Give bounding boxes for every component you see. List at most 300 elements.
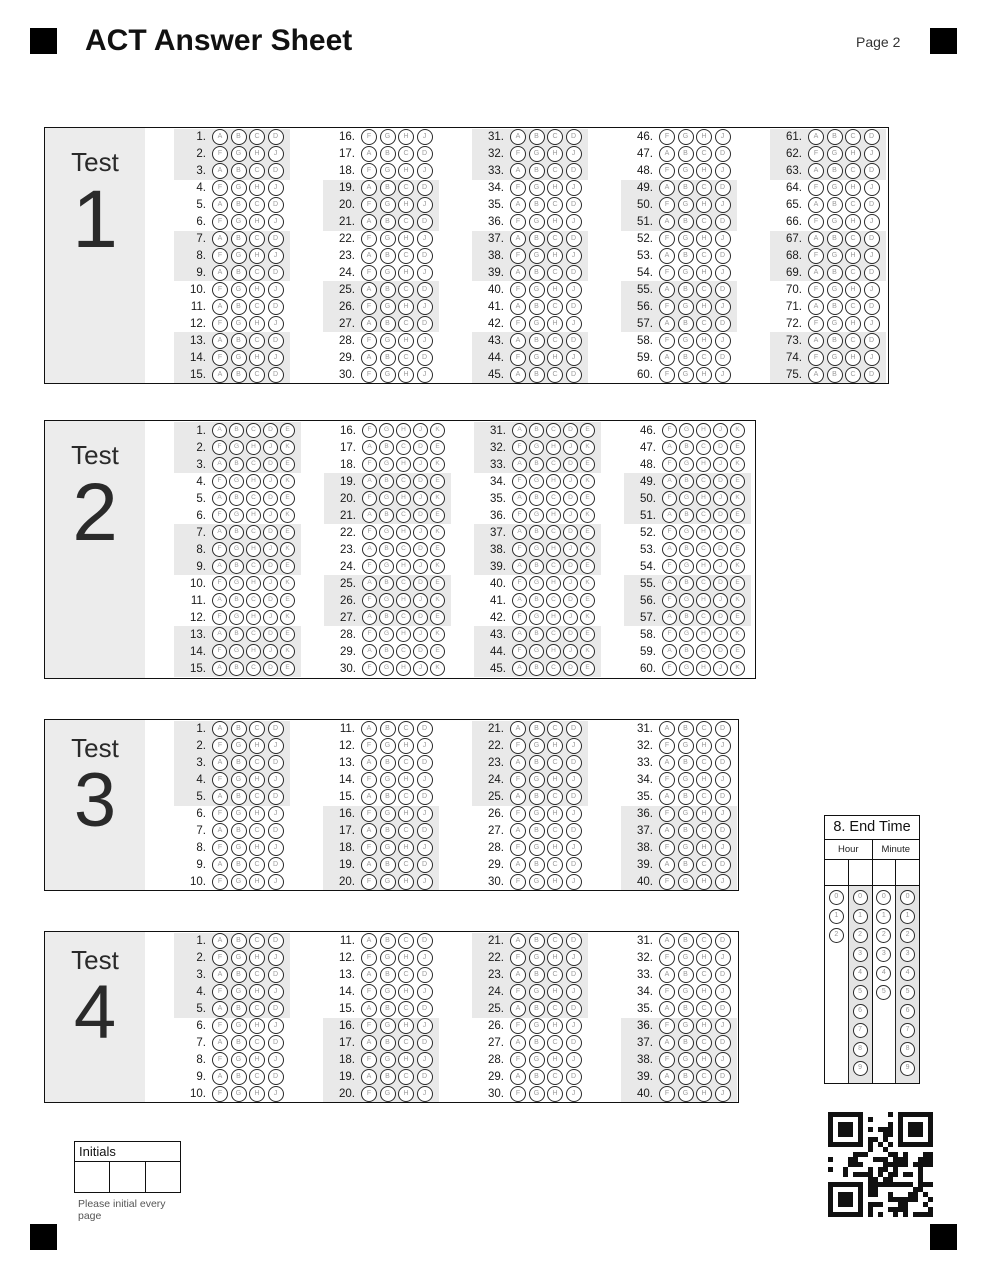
bubble-test-2-q5-B[interactable]: B bbox=[229, 491, 244, 506]
bubble-test-4-q28-H[interactable]: H bbox=[547, 1052, 563, 1068]
bubble-test-3-q36-H[interactable]: H bbox=[696, 806, 712, 822]
bubble-test-2-q40-H[interactable]: H bbox=[546, 576, 561, 591]
bubble-endtime-minute-6[interactable]: 6 bbox=[900, 1004, 915, 1019]
bubble-test-4-q10-G[interactable]: G bbox=[231, 1086, 247, 1102]
bubble-test-1-q20-H[interactable]: H bbox=[398, 197, 414, 213]
bubble-test-2-q7-C[interactable]: C bbox=[246, 525, 261, 540]
bubble-test-1-q19-D[interactable]: D bbox=[417, 180, 433, 196]
bubble-test-1-q14-F[interactable]: F bbox=[212, 350, 228, 366]
bubble-test-1-q29-B[interactable]: B bbox=[380, 350, 396, 366]
bubble-test-1-q3-B[interactable]: B bbox=[231, 163, 247, 179]
bubble-test-3-q20-H[interactable]: H bbox=[398, 874, 414, 890]
bubble-test-3-q30-G[interactable]: G bbox=[529, 874, 545, 890]
bubble-test-1-q58-J[interactable]: J bbox=[715, 333, 731, 349]
bubble-test-1-q9-B[interactable]: B bbox=[231, 265, 247, 281]
bubble-test-1-q41-B[interactable]: B bbox=[529, 299, 545, 315]
bubble-test-4-q38-J[interactable]: J bbox=[715, 1052, 731, 1068]
bubble-test-1-q39-D[interactable]: D bbox=[566, 265, 582, 281]
bubble-test-4-q9-B[interactable]: B bbox=[231, 1069, 247, 1085]
bubble-test-2-q42-J[interactable]: J bbox=[563, 610, 578, 625]
bubble-test-4-q3-C[interactable]: C bbox=[249, 967, 265, 983]
bubble-test-3-q31-A[interactable]: A bbox=[659, 721, 675, 737]
bubble-test-2-q11-E[interactable]: E bbox=[280, 593, 295, 608]
bubble-test-1-q21-C[interactable]: C bbox=[398, 214, 414, 230]
bubble-test-2-q1-C[interactable]: C bbox=[246, 423, 261, 438]
bubble-test-4-q19-B[interactable]: B bbox=[380, 1069, 396, 1085]
bubble-test-1-q45-C[interactable]: C bbox=[547, 367, 563, 383]
bubble-test-2-q20-G[interactable]: G bbox=[379, 491, 394, 506]
bubble-test-1-q47-D[interactable]: D bbox=[715, 146, 731, 162]
bubble-test-3-q23-C[interactable]: C bbox=[547, 755, 563, 771]
bubble-test-3-q40-H[interactable]: H bbox=[696, 874, 712, 890]
bubble-test-1-q23-D[interactable]: D bbox=[417, 248, 433, 264]
bubble-test-3-q28-H[interactable]: H bbox=[547, 840, 563, 856]
bubble-test-1-q68-H[interactable]: H bbox=[845, 248, 861, 264]
bubble-test-4-q40-G[interactable]: G bbox=[678, 1086, 694, 1102]
bubble-test-3-q5-B[interactable]: B bbox=[231, 789, 247, 805]
bubble-test-4-q17-A[interactable]: A bbox=[361, 1035, 377, 1051]
bubble-test-2-q56-K[interactable]: K bbox=[730, 593, 745, 608]
bubble-test-2-q20-K[interactable]: K bbox=[430, 491, 445, 506]
bubble-test-2-q59-B[interactable]: B bbox=[679, 644, 694, 659]
bubble-test-2-q25-B[interactable]: B bbox=[379, 576, 394, 591]
bubble-test-1-q33-C[interactable]: C bbox=[547, 163, 563, 179]
bubble-test-2-q59-E[interactable]: E bbox=[730, 644, 745, 659]
bubble-test-2-q24-J[interactable]: J bbox=[413, 559, 428, 574]
bubble-test-1-q44-H[interactable]: H bbox=[547, 350, 563, 366]
bubble-test-1-q67-D[interactable]: D bbox=[864, 231, 880, 247]
bubble-test-3-q25-A[interactable]: A bbox=[510, 789, 526, 805]
bubble-test-3-q3-D[interactable]: D bbox=[268, 755, 284, 771]
bubble-test-1-q67-C[interactable]: C bbox=[845, 231, 861, 247]
bubble-test-2-q36-H[interactable]: H bbox=[546, 508, 561, 523]
bubble-test-2-q39-C[interactable]: C bbox=[546, 559, 561, 574]
bubble-test-1-q38-J[interactable]: J bbox=[566, 248, 582, 264]
bubble-test-2-q52-H[interactable]: H bbox=[696, 525, 711, 540]
end-time-writein-cell[interactable] bbox=[896, 860, 919, 885]
bubble-test-2-q34-H[interactable]: H bbox=[546, 474, 561, 489]
bubble-test-1-q46-H[interactable]: H bbox=[696, 129, 712, 145]
bubble-test-1-q41-A[interactable]: A bbox=[510, 299, 526, 315]
bubble-test-2-q42-G[interactable]: G bbox=[529, 610, 544, 625]
bubble-test-4-q2-G[interactable]: G bbox=[231, 950, 247, 966]
bubble-test-2-q36-G[interactable]: G bbox=[529, 508, 544, 523]
bubble-test-1-q44-J[interactable]: J bbox=[566, 350, 582, 366]
end-time-writein-cell[interactable] bbox=[873, 860, 897, 885]
bubble-test-1-q22-H[interactable]: H bbox=[398, 231, 414, 247]
bubble-test-2-q40-J[interactable]: J bbox=[563, 576, 578, 591]
bubble-test-2-q41-A[interactable]: A bbox=[512, 593, 527, 608]
bubble-test-1-q15-D[interactable]: D bbox=[268, 367, 284, 383]
bubble-test-1-q16-G[interactable]: G bbox=[380, 129, 396, 145]
bubble-test-1-q48-J[interactable]: J bbox=[715, 163, 731, 179]
bubble-test-1-q68-J[interactable]: J bbox=[864, 248, 880, 264]
bubble-test-2-q15-D[interactable]: D bbox=[263, 661, 278, 676]
bubble-test-3-q27-A[interactable]: A bbox=[510, 823, 526, 839]
bubble-test-1-q51-A[interactable]: A bbox=[659, 214, 675, 230]
bubble-test-1-q56-G[interactable]: G bbox=[678, 299, 694, 315]
bubble-test-1-q34-J[interactable]: J bbox=[566, 180, 582, 196]
bubble-test-4-q22-G[interactable]: G bbox=[529, 950, 545, 966]
bubble-test-4-q1-C[interactable]: C bbox=[249, 933, 265, 949]
bubble-test-1-q27-D[interactable]: D bbox=[417, 316, 433, 332]
bubble-test-3-q17-D[interactable]: D bbox=[417, 823, 433, 839]
bubble-test-2-q27-B[interactable]: B bbox=[379, 610, 394, 625]
bubble-test-2-q56-G[interactable]: G bbox=[679, 593, 694, 608]
bubble-test-3-q19-B[interactable]: B bbox=[380, 857, 396, 873]
bubble-test-4-q29-C[interactable]: C bbox=[547, 1069, 563, 1085]
bubble-test-3-q20-F[interactable]: F bbox=[361, 874, 377, 890]
bubble-test-3-q27-B[interactable]: B bbox=[529, 823, 545, 839]
bubble-test-3-q22-J[interactable]: J bbox=[566, 738, 582, 754]
bubble-test-2-q48-H[interactable]: H bbox=[696, 457, 711, 472]
bubble-test-2-q59-C[interactable]: C bbox=[696, 644, 711, 659]
bubble-test-4-q20-G[interactable]: G bbox=[380, 1086, 396, 1102]
bubble-test-2-q17-E[interactable]: E bbox=[430, 440, 445, 455]
bubble-endtime-minute-3[interactable]: 3 bbox=[876, 947, 891, 962]
bubble-test-3-q38-G[interactable]: G bbox=[678, 840, 694, 856]
bubble-test-2-q31-D[interactable]: D bbox=[563, 423, 578, 438]
bubble-test-3-q40-G[interactable]: G bbox=[678, 874, 694, 890]
initials-cell-2[interactable] bbox=[110, 1162, 145, 1192]
bubble-test-1-q6-G[interactable]: G bbox=[231, 214, 247, 230]
bubble-test-2-q1-B[interactable]: B bbox=[229, 423, 244, 438]
bubble-test-1-q18-F[interactable]: F bbox=[361, 163, 377, 179]
bubble-test-1-q26-H[interactable]: H bbox=[398, 299, 414, 315]
bubble-test-1-q6-H[interactable]: H bbox=[249, 214, 265, 230]
bubble-test-4-q14-G[interactable]: G bbox=[380, 984, 396, 1000]
bubble-test-2-q23-B[interactable]: B bbox=[379, 542, 394, 557]
bubble-test-3-q18-F[interactable]: F bbox=[361, 840, 377, 856]
bubble-test-1-q5-B[interactable]: B bbox=[231, 197, 247, 213]
bubble-test-4-q24-J[interactable]: J bbox=[566, 984, 582, 1000]
bubble-test-2-q26-G[interactable]: G bbox=[379, 593, 394, 608]
bubble-test-2-q39-D[interactable]: D bbox=[563, 559, 578, 574]
bubble-test-3-q9-D[interactable]: D bbox=[268, 857, 284, 873]
bubble-test-4-q5-D[interactable]: D bbox=[268, 1001, 284, 1017]
bubble-test-2-q22-H[interactable]: H bbox=[396, 525, 411, 540]
bubble-test-2-q30-F[interactable]: F bbox=[362, 661, 377, 676]
bubble-test-2-q39-A[interactable]: A bbox=[512, 559, 527, 574]
bubble-test-1-q19-A[interactable]: A bbox=[361, 180, 377, 196]
bubble-test-1-q69-C[interactable]: C bbox=[845, 265, 861, 281]
bubble-test-1-q8-H[interactable]: H bbox=[249, 248, 265, 264]
bubble-test-2-q48-J[interactable]: J bbox=[713, 457, 728, 472]
bubble-test-1-q37-C[interactable]: C bbox=[547, 231, 563, 247]
bubble-test-1-q64-G[interactable]: G bbox=[827, 180, 843, 196]
bubble-test-2-q59-A[interactable]: A bbox=[662, 644, 677, 659]
bubble-test-4-q20-J[interactable]: J bbox=[417, 1086, 433, 1102]
bubble-test-2-q2-K[interactable]: K bbox=[280, 440, 295, 455]
bubble-test-4-q8-F[interactable]: F bbox=[212, 1052, 228, 1068]
bubble-test-3-q10-J[interactable]: J bbox=[268, 874, 284, 890]
bubble-test-1-q23-A[interactable]: A bbox=[361, 248, 377, 264]
bubble-test-2-q45-D[interactable]: D bbox=[563, 661, 578, 676]
bubble-test-1-q59-B[interactable]: B bbox=[678, 350, 694, 366]
bubble-test-4-q34-G[interactable]: G bbox=[678, 984, 694, 1000]
bubble-test-4-q17-B[interactable]: B bbox=[380, 1035, 396, 1051]
bubble-test-4-q10-F[interactable]: F bbox=[212, 1086, 228, 1102]
bubble-test-1-q69-B[interactable]: B bbox=[827, 265, 843, 281]
bubble-test-1-q65-B[interactable]: B bbox=[827, 197, 843, 213]
bubble-test-1-q36-H[interactable]: H bbox=[547, 214, 563, 230]
bubble-test-1-q65-D[interactable]: D bbox=[864, 197, 880, 213]
bubble-test-2-q48-G[interactable]: G bbox=[679, 457, 694, 472]
bubble-test-1-q4-H[interactable]: H bbox=[249, 180, 265, 196]
bubble-test-2-q9-B[interactable]: B bbox=[229, 559, 244, 574]
bubble-test-2-q58-K[interactable]: K bbox=[730, 627, 745, 642]
bubble-test-2-q43-B[interactable]: B bbox=[529, 627, 544, 642]
bubble-test-3-q29-D[interactable]: D bbox=[566, 857, 582, 873]
bubble-test-3-q13-B[interactable]: B bbox=[380, 755, 396, 771]
bubble-test-4-q33-B[interactable]: B bbox=[678, 967, 694, 983]
bubble-test-2-q21-C[interactable]: C bbox=[396, 508, 411, 523]
bubble-test-4-q26-J[interactable]: J bbox=[566, 1018, 582, 1034]
bubble-test-3-q29-C[interactable]: C bbox=[547, 857, 563, 873]
bubble-test-3-q35-B[interactable]: B bbox=[678, 789, 694, 805]
bubble-test-4-q36-H[interactable]: H bbox=[696, 1018, 712, 1034]
bubble-test-3-q24-H[interactable]: H bbox=[547, 772, 563, 788]
bubble-test-2-q27-D[interactable]: D bbox=[413, 610, 428, 625]
bubble-test-2-q35-D[interactable]: D bbox=[563, 491, 578, 506]
bubble-test-1-q58-G[interactable]: G bbox=[678, 333, 694, 349]
bubble-test-1-q75-C[interactable]: C bbox=[845, 367, 861, 383]
bubble-test-2-q48-K[interactable]: K bbox=[730, 457, 745, 472]
bubble-test-1-q21-B[interactable]: B bbox=[380, 214, 396, 230]
bubble-test-1-q53-D[interactable]: D bbox=[715, 248, 731, 264]
bubble-test-4-q12-G[interactable]: G bbox=[380, 950, 396, 966]
bubble-test-3-q23-D[interactable]: D bbox=[566, 755, 582, 771]
bubble-test-1-q49-B[interactable]: B bbox=[678, 180, 694, 196]
bubble-test-2-q10-G[interactable]: G bbox=[229, 576, 244, 591]
bubble-test-3-q30-H[interactable]: H bbox=[547, 874, 563, 890]
bubble-test-1-q17-D[interactable]: D bbox=[417, 146, 433, 162]
bubble-endtime-minute-4[interactable]: 4 bbox=[876, 966, 891, 981]
bubble-test-3-q18-J[interactable]: J bbox=[417, 840, 433, 856]
bubble-test-4-q6-G[interactable]: G bbox=[231, 1018, 247, 1034]
bubble-test-1-q45-B[interactable]: B bbox=[529, 367, 545, 383]
bubble-test-4-q25-A[interactable]: A bbox=[510, 1001, 526, 1017]
bubble-test-2-q18-H[interactable]: H bbox=[396, 457, 411, 472]
bubble-test-4-q9-C[interactable]: C bbox=[249, 1069, 265, 1085]
bubble-test-1-q19-C[interactable]: C bbox=[398, 180, 414, 196]
bubble-test-2-q50-K[interactable]: K bbox=[730, 491, 745, 506]
bubble-test-1-q32-J[interactable]: J bbox=[566, 146, 582, 162]
bubble-test-1-q53-C[interactable]: C bbox=[696, 248, 712, 264]
bubble-test-3-q7-C[interactable]: C bbox=[249, 823, 265, 839]
bubble-test-4-q30-J[interactable]: J bbox=[566, 1086, 582, 1102]
bubble-test-1-q39-C[interactable]: C bbox=[547, 265, 563, 281]
bubble-endtime-minute-4[interactable]: 4 bbox=[900, 966, 915, 981]
bubble-test-1-q43-D[interactable]: D bbox=[566, 333, 582, 349]
bubble-test-3-q2-G[interactable]: G bbox=[231, 738, 247, 754]
bubble-test-2-q20-F[interactable]: F bbox=[362, 491, 377, 506]
bubble-test-3-q39-B[interactable]: B bbox=[678, 857, 694, 873]
bubble-test-2-q29-C[interactable]: C bbox=[396, 644, 411, 659]
bubble-test-2-q53-B[interactable]: B bbox=[679, 542, 694, 557]
bubble-test-2-q38-F[interactable]: F bbox=[512, 542, 527, 557]
bubble-test-1-q5-A[interactable]: A bbox=[212, 197, 228, 213]
bubble-test-2-q55-D[interactable]: D bbox=[713, 576, 728, 591]
bubble-test-4-q26-H[interactable]: H bbox=[547, 1018, 563, 1034]
bubble-test-3-q31-B[interactable]: B bbox=[678, 721, 694, 737]
bubble-test-4-q27-C[interactable]: C bbox=[547, 1035, 563, 1051]
bubble-test-3-q15-A[interactable]: A bbox=[361, 789, 377, 805]
bubble-test-2-q10-K[interactable]: K bbox=[280, 576, 295, 591]
bubble-test-2-q8-H[interactable]: H bbox=[246, 542, 261, 557]
bubble-test-2-q56-J[interactable]: J bbox=[713, 593, 728, 608]
bubble-test-3-q6-G[interactable]: G bbox=[231, 806, 247, 822]
bubble-test-1-q11-A[interactable]: A bbox=[212, 299, 228, 315]
bubble-test-2-q51-E[interactable]: E bbox=[730, 508, 745, 523]
bubble-test-4-q37-C[interactable]: C bbox=[696, 1035, 712, 1051]
bubble-test-3-q14-J[interactable]: J bbox=[417, 772, 433, 788]
bubble-test-1-q54-H[interactable]: H bbox=[696, 265, 712, 281]
bubble-test-1-q29-D[interactable]: D bbox=[417, 350, 433, 366]
bubble-test-2-q2-H[interactable]: H bbox=[246, 440, 261, 455]
bubble-test-1-q49-A[interactable]: A bbox=[659, 180, 675, 196]
bubble-test-1-q33-A[interactable]: A bbox=[510, 163, 526, 179]
bubble-test-2-q8-K[interactable]: K bbox=[280, 542, 295, 557]
bubble-test-2-q39-B[interactable]: B bbox=[529, 559, 544, 574]
bubble-test-2-q9-D[interactable]: D bbox=[263, 559, 278, 574]
bubble-test-1-q54-G[interactable]: G bbox=[678, 265, 694, 281]
bubble-test-4-q18-J[interactable]: J bbox=[417, 1052, 433, 1068]
bubble-test-2-q4-F[interactable]: F bbox=[212, 474, 227, 489]
bubble-test-2-q11-C[interactable]: C bbox=[246, 593, 261, 608]
bubble-test-1-q26-J[interactable]: J bbox=[417, 299, 433, 315]
bubble-test-3-q1-D[interactable]: D bbox=[268, 721, 284, 737]
bubble-test-2-q31-A[interactable]: A bbox=[512, 423, 527, 438]
bubble-test-2-q12-G[interactable]: G bbox=[229, 610, 244, 625]
bubble-test-2-q32-G[interactable]: G bbox=[529, 440, 544, 455]
bubble-test-1-q46-J[interactable]: J bbox=[715, 129, 731, 145]
bubble-test-4-q13-A[interactable]: A bbox=[361, 967, 377, 983]
bubble-test-4-q28-F[interactable]: F bbox=[510, 1052, 526, 1068]
bubble-test-4-q27-A[interactable]: A bbox=[510, 1035, 526, 1051]
bubble-test-4-q2-F[interactable]: F bbox=[212, 950, 228, 966]
bubble-test-2-q13-A[interactable]: A bbox=[212, 627, 227, 642]
bubble-test-4-q6-F[interactable]: F bbox=[212, 1018, 228, 1034]
bubble-test-1-q29-A[interactable]: A bbox=[361, 350, 377, 366]
bubble-test-2-q8-F[interactable]: F bbox=[212, 542, 227, 557]
bubble-test-3-q22-H[interactable]: H bbox=[547, 738, 563, 754]
bubble-test-2-q47-B[interactable]: B bbox=[679, 440, 694, 455]
bubble-test-4-q3-A[interactable]: A bbox=[212, 967, 228, 983]
bubble-test-1-q38-H[interactable]: H bbox=[547, 248, 563, 264]
bubble-test-2-q45-B[interactable]: B bbox=[529, 661, 544, 676]
bubble-test-1-q9-A[interactable]: A bbox=[212, 265, 228, 281]
bubble-test-1-q57-D[interactable]: D bbox=[715, 316, 731, 332]
bubble-test-2-q15-C[interactable]: C bbox=[246, 661, 261, 676]
bubble-test-1-q37-D[interactable]: D bbox=[566, 231, 582, 247]
bubble-test-3-q8-J[interactable]: J bbox=[268, 840, 284, 856]
bubble-test-3-q12-J[interactable]: J bbox=[417, 738, 433, 754]
bubble-test-1-q23-B[interactable]: B bbox=[380, 248, 396, 264]
bubble-test-1-q44-F[interactable]: F bbox=[510, 350, 526, 366]
bubble-test-2-q45-C[interactable]: C bbox=[546, 661, 561, 676]
bubble-test-1-q30-F[interactable]: F bbox=[361, 367, 377, 383]
bubble-test-2-q30-G[interactable]: G bbox=[379, 661, 394, 676]
bubble-test-3-q11-C[interactable]: C bbox=[398, 721, 414, 737]
bubble-test-1-q64-J[interactable]: J bbox=[864, 180, 880, 196]
bubble-test-4-q8-G[interactable]: G bbox=[231, 1052, 247, 1068]
bubble-test-3-q10-H[interactable]: H bbox=[249, 874, 265, 890]
bubble-test-3-q10-G[interactable]: G bbox=[231, 874, 247, 890]
bubble-test-2-q49-A[interactable]: A bbox=[662, 474, 677, 489]
bubble-test-2-q26-H[interactable]: H bbox=[396, 593, 411, 608]
bubble-test-3-q17-B[interactable]: B bbox=[380, 823, 396, 839]
bubble-test-1-q40-H[interactable]: H bbox=[547, 282, 563, 298]
bubble-test-4-q4-F[interactable]: F bbox=[212, 984, 228, 1000]
bubble-test-1-q35-D[interactable]: D bbox=[566, 197, 582, 213]
bubble-test-3-q25-D[interactable]: D bbox=[566, 789, 582, 805]
bubble-test-1-q63-C[interactable]: C bbox=[845, 163, 861, 179]
bubble-test-1-q11-D[interactable]: D bbox=[268, 299, 284, 315]
bubble-test-1-q18-J[interactable]: J bbox=[417, 163, 433, 179]
bubble-test-1-q62-H[interactable]: H bbox=[845, 146, 861, 162]
bubble-test-2-q2-J[interactable]: J bbox=[263, 440, 278, 455]
bubble-test-4-q24-F[interactable]: F bbox=[510, 984, 526, 1000]
bubble-test-3-q30-J[interactable]: J bbox=[566, 874, 582, 890]
bubble-test-2-q53-C[interactable]: C bbox=[696, 542, 711, 557]
bubble-test-2-q18-J[interactable]: J bbox=[413, 457, 428, 472]
bubble-test-1-q25-A[interactable]: A bbox=[361, 282, 377, 298]
bubble-endtime-hour-0[interactable]: 0 bbox=[829, 890, 844, 905]
bubble-test-2-q31-E[interactable]: E bbox=[580, 423, 595, 438]
bubble-test-3-q26-H[interactable]: H bbox=[547, 806, 563, 822]
bubble-test-3-q24-J[interactable]: J bbox=[566, 772, 582, 788]
bubble-test-1-q4-G[interactable]: G bbox=[231, 180, 247, 196]
bubble-test-2-q32-J[interactable]: J bbox=[563, 440, 578, 455]
bubble-test-4-q37-D[interactable]: D bbox=[715, 1035, 731, 1051]
bubble-endtime-minute-0[interactable]: 0 bbox=[900, 890, 915, 905]
bubble-test-1-q15-C[interactable]: C bbox=[249, 367, 265, 383]
bubble-test-1-q61-C[interactable]: C bbox=[845, 129, 861, 145]
bubble-test-2-q21-B[interactable]: B bbox=[379, 508, 394, 523]
bubble-test-3-q13-A[interactable]: A bbox=[361, 755, 377, 771]
bubble-test-4-q9-A[interactable]: A bbox=[212, 1069, 228, 1085]
bubble-test-2-q51-A[interactable]: A bbox=[662, 508, 677, 523]
bubble-test-3-q37-B[interactable]: B bbox=[678, 823, 694, 839]
bubble-test-1-q52-F[interactable]: F bbox=[659, 231, 675, 247]
bubble-test-1-q63-A[interactable]: A bbox=[808, 163, 824, 179]
bubble-test-4-q33-D[interactable]: D bbox=[715, 967, 731, 983]
bubble-test-1-q62-G[interactable]: G bbox=[827, 146, 843, 162]
bubble-test-4-q7-B[interactable]: B bbox=[231, 1035, 247, 1051]
bubble-test-3-q3-A[interactable]: A bbox=[212, 755, 228, 771]
bubble-test-2-q31-B[interactable]: B bbox=[529, 423, 544, 438]
bubble-test-2-q42-H[interactable]: H bbox=[546, 610, 561, 625]
bubble-test-1-q42-H[interactable]: H bbox=[547, 316, 563, 332]
bubble-endtime-minute-9[interactable]: 9 bbox=[900, 1061, 915, 1076]
bubble-test-2-q44-J[interactable]: J bbox=[563, 644, 578, 659]
bubble-test-2-q33-E[interactable]: E bbox=[580, 457, 595, 472]
bubble-test-1-q11-C[interactable]: C bbox=[249, 299, 265, 315]
bubble-endtime-minute-1[interactable]: 1 bbox=[900, 909, 915, 924]
bubble-test-2-q20-H[interactable]: H bbox=[396, 491, 411, 506]
bubble-test-2-q54-H[interactable]: H bbox=[696, 559, 711, 574]
bubble-test-3-q37-A[interactable]: A bbox=[659, 823, 675, 839]
bubble-test-4-q7-A[interactable]: A bbox=[212, 1035, 228, 1051]
bubble-test-2-q13-D[interactable]: D bbox=[263, 627, 278, 642]
bubble-endtime-hour-6[interactable]: 6 bbox=[853, 1004, 868, 1019]
bubble-test-2-q29-E[interactable]: E bbox=[430, 644, 445, 659]
bubble-endtime-hour-5[interactable]: 5 bbox=[853, 985, 868, 1000]
bubble-test-4-q14-F[interactable]: F bbox=[361, 984, 377, 1000]
bubble-test-2-q30-H[interactable]: H bbox=[396, 661, 411, 676]
bubble-test-3-q34-J[interactable]: J bbox=[715, 772, 731, 788]
